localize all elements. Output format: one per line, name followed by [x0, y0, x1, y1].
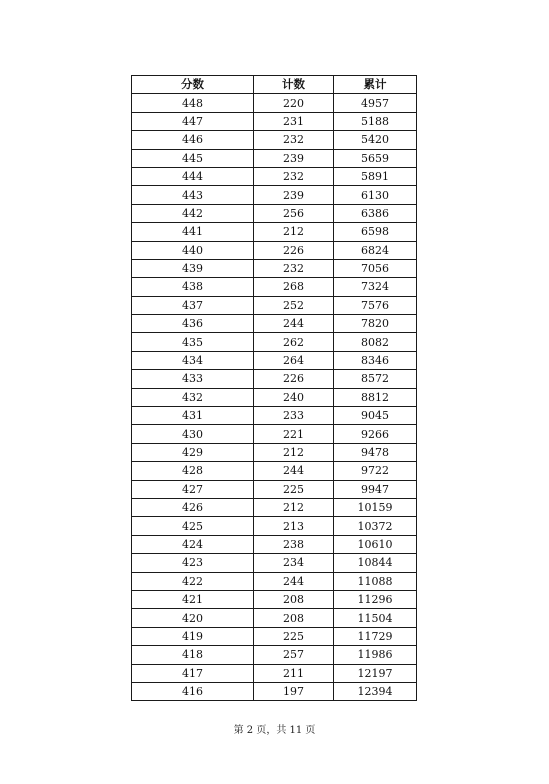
count-cell: 244: [254, 462, 334, 480]
cumulative-cell: 5420: [334, 131, 417, 149]
score-cell: 424: [132, 535, 254, 553]
table-row: [132, 443, 417, 461]
table-row: [132, 480, 417, 498]
cumulative-cell: 9045: [334, 407, 417, 425]
table-row: [132, 590, 417, 608]
cumulative-cell: 6824: [334, 241, 417, 259]
cumulative-cell: 8082: [334, 333, 417, 351]
count-cell: 212: [254, 223, 334, 241]
table-row: [132, 186, 417, 204]
score-cell: 434: [132, 351, 254, 369]
cumulative-cell: 10372: [334, 517, 417, 535]
cumulative-cell: 12394: [334, 682, 417, 700]
cumulative-cell: 11504: [334, 609, 417, 627]
table-row: [132, 370, 417, 388]
table-row: [132, 407, 417, 425]
cumulative-cell: 11296: [334, 590, 417, 608]
cumulative-cell: 10844: [334, 554, 417, 572]
count-cell: 232: [254, 167, 334, 185]
table-row: [132, 333, 417, 351]
count-cell: 226: [254, 241, 334, 259]
count-cell: 244: [254, 315, 334, 333]
table-row: [132, 627, 417, 645]
score-cell: 431: [132, 407, 254, 425]
cumulative-cell: 5659: [334, 149, 417, 167]
score-cell: 429: [132, 443, 254, 461]
cumulative-cell: 8346: [334, 351, 417, 369]
cumulative-cell: 7056: [334, 259, 417, 277]
cumulative-cell: 5188: [334, 112, 417, 130]
header-cumulative: 累计: [334, 76, 417, 94]
score-cell: 440: [132, 241, 254, 259]
cumulative-cell: 5891: [334, 167, 417, 185]
table-row: [132, 241, 417, 259]
count-cell: 208: [254, 590, 334, 608]
table-row: [132, 315, 417, 333]
table-row: [132, 664, 417, 682]
score-cell: 446: [132, 131, 254, 149]
table-row: [132, 462, 417, 480]
count-cell: 239: [254, 149, 334, 167]
score-cell: 418: [132, 646, 254, 664]
score-cell: 426: [132, 498, 254, 516]
score-cell: 421: [132, 590, 254, 608]
cumulative-cell: 9266: [334, 425, 417, 443]
table-row: [132, 94, 417, 112]
score-cell: 442: [132, 204, 254, 222]
count-cell: 213: [254, 517, 334, 535]
count-cell: 221: [254, 425, 334, 443]
table-row: [132, 167, 417, 185]
score-cell: 448: [132, 94, 254, 112]
cumulative-cell: 7820: [334, 315, 417, 333]
score-cell: 437: [132, 296, 254, 314]
count-cell: 225: [254, 627, 334, 645]
table-row: [132, 388, 417, 406]
count-cell: 240: [254, 388, 334, 406]
count-cell: 232: [254, 259, 334, 277]
table-row: [132, 278, 417, 296]
score-cell: 445: [132, 149, 254, 167]
score-cell: 430: [132, 425, 254, 443]
score-cell: 427: [132, 480, 254, 498]
table-row: [132, 535, 417, 553]
count-cell: 226: [254, 370, 334, 388]
count-cell: 234: [254, 554, 334, 572]
page-footer: 第 2 页，共 11 页: [233, 725, 316, 736]
score-cell: 422: [132, 572, 254, 590]
header-score: 分数: [132, 76, 254, 94]
count-cell: 262: [254, 333, 334, 351]
table-row: [132, 646, 417, 664]
table-row: [132, 112, 417, 130]
count-cell: 212: [254, 498, 334, 516]
score-cell: 438: [132, 278, 254, 296]
cumulative-cell: 11088: [334, 572, 417, 590]
table-row: [132, 259, 417, 277]
cumulative-cell: 8572: [334, 370, 417, 388]
table-body: [132, 94, 417, 701]
count-cell: 225: [254, 480, 334, 498]
table-row: [132, 204, 417, 222]
table-row: [132, 131, 417, 149]
score-distribution-table: [131, 75, 417, 701]
table-row: [132, 149, 417, 167]
table-row: [132, 609, 417, 627]
count-cell: 264: [254, 351, 334, 369]
table-row: [132, 351, 417, 369]
cumulative-cell: 6386: [334, 204, 417, 222]
score-cell: 417: [132, 664, 254, 682]
cumulative-cell: 7324: [334, 278, 417, 296]
count-cell: 232: [254, 131, 334, 149]
score-cell: 433: [132, 370, 254, 388]
table-row: [132, 572, 417, 590]
score-cell: 419: [132, 627, 254, 645]
cumulative-cell: 9722: [334, 462, 417, 480]
cumulative-cell: 12197: [334, 664, 417, 682]
score-cell: 439: [132, 259, 254, 277]
count-cell: 256: [254, 204, 334, 222]
table-row: [132, 517, 417, 535]
count-cell: 244: [254, 572, 334, 590]
cumulative-cell: 7576: [334, 296, 417, 314]
score-cell: 436: [132, 315, 254, 333]
score-cell: 428: [132, 462, 254, 480]
count-cell: 268: [254, 278, 334, 296]
score-cell: 444: [132, 167, 254, 185]
score-cell: 435: [132, 333, 254, 351]
table-row: [132, 554, 417, 572]
table-row: [132, 425, 417, 443]
count-cell: 211: [254, 664, 334, 682]
score-cell: 420: [132, 609, 254, 627]
cumulative-cell: 10159: [334, 498, 417, 516]
cumulative-cell: 9478: [334, 443, 417, 461]
cumulative-cell: 11986: [334, 646, 417, 664]
table-row: [132, 682, 417, 700]
count-cell: 257: [254, 646, 334, 664]
count-cell: 239: [254, 186, 334, 204]
score-cell: 447: [132, 112, 254, 130]
cumulative-cell: 4957: [334, 94, 417, 112]
score-cell: 416: [132, 682, 254, 700]
cumulative-cell: 9947: [334, 480, 417, 498]
header-count: 计数: [254, 76, 334, 94]
cumulative-cell: 10610: [334, 535, 417, 553]
count-cell: 220: [254, 94, 334, 112]
table-header-row: [132, 76, 417, 94]
table-row: [132, 296, 417, 314]
count-cell: 233: [254, 407, 334, 425]
table-row: [132, 223, 417, 241]
table-row: [132, 498, 417, 516]
count-cell: 197: [254, 682, 334, 700]
count-cell: 231: [254, 112, 334, 130]
cumulative-cell: 6130: [334, 186, 417, 204]
count-cell: 252: [254, 296, 334, 314]
score-cell: 441: [132, 223, 254, 241]
count-cell: 208: [254, 609, 334, 627]
score-cell: 425: [132, 517, 254, 535]
score-cell: 423: [132, 554, 254, 572]
score-cell: 432: [132, 388, 254, 406]
count-cell: 238: [254, 535, 334, 553]
cumulative-cell: 6598: [334, 223, 417, 241]
score-cell: 443: [132, 186, 254, 204]
cumulative-cell: 11729: [334, 627, 417, 645]
cumulative-cell: 8812: [334, 388, 417, 406]
count-cell: 212: [254, 443, 334, 461]
